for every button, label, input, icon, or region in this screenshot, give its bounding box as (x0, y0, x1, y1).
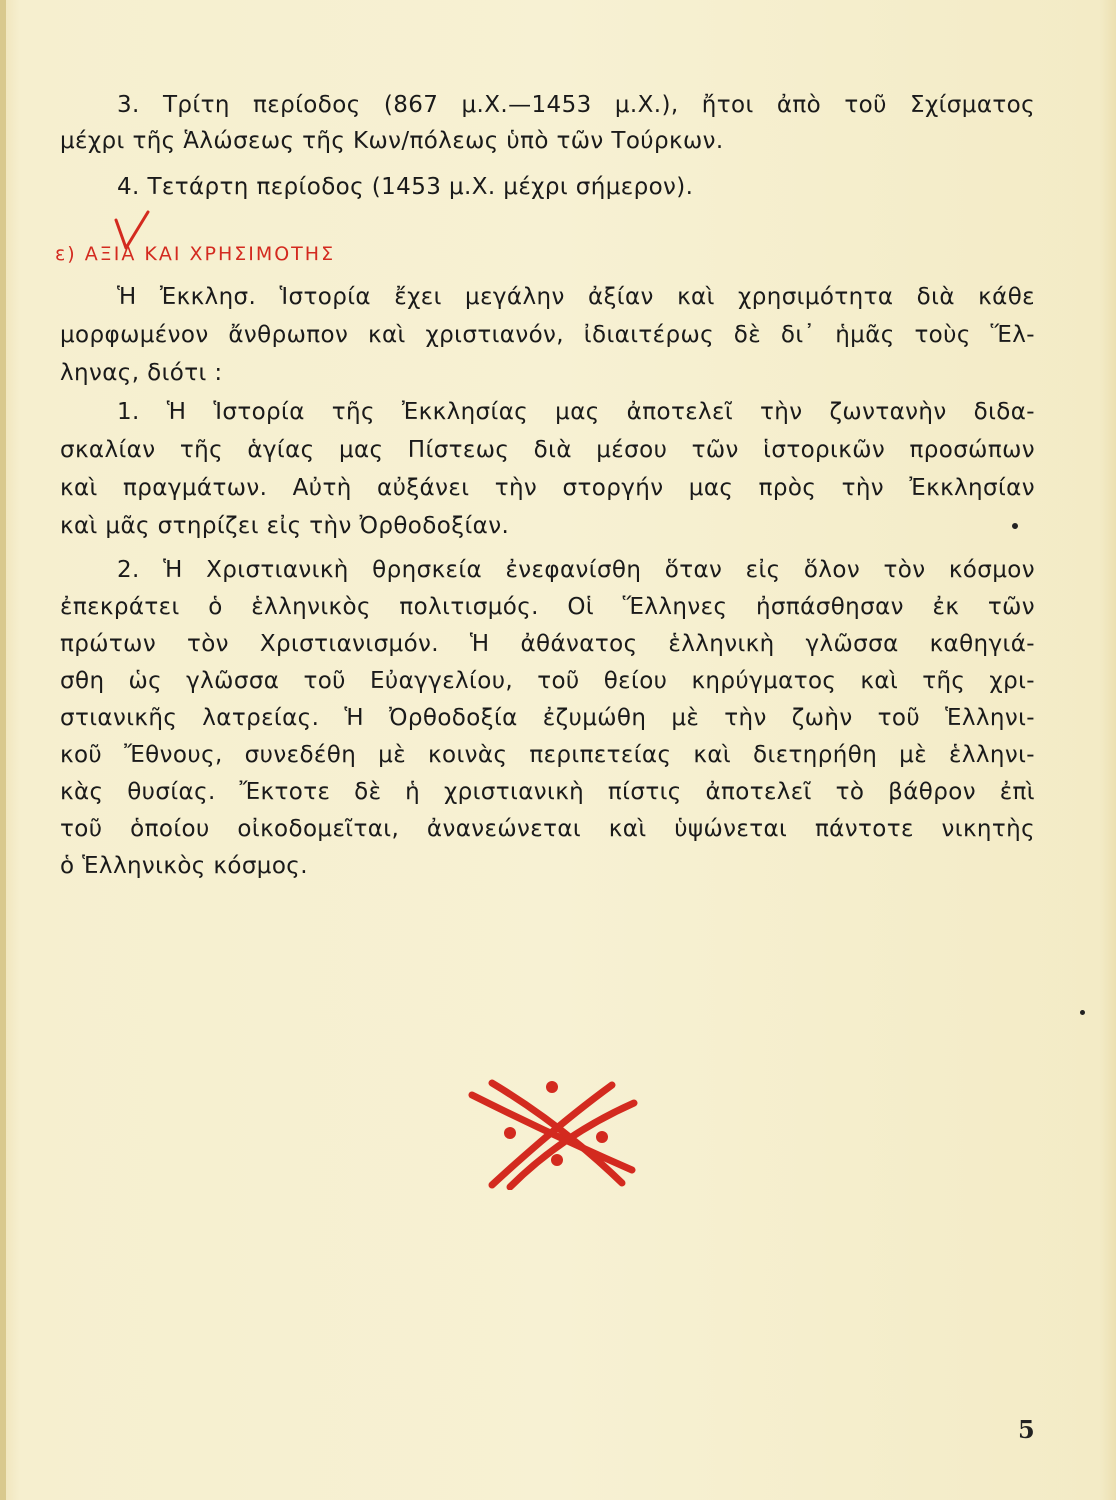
point-2-line-3: πρώτων τὸν Χριστιανισμόν. Ἡ ἀθάνατος ἑλληνικὴ γλῶσσα καθηγιά- (60, 631, 1035, 657)
point-2-line-5: στιανικῆς λατρείας. Ἡ Ὀρθοδοξία ἐζυμώθη μὲ τὴν ζωὴν τοῦ Ἑλληνι- (60, 705, 1035, 731)
point-2-line-7: κὰς θυσίας. Ἔκτοτε δὲ ἡ χριστιανικὴ πίστις ἀποτελεῖ τὸ βάθρον ἐπὶ (60, 779, 1035, 805)
period-3-line-2: μέχρι τῆς Ἁλώσεως τῆς Κων/πόλεως ὑπὸ τῶν Τούρκων. (60, 128, 724, 154)
point-2-line-9: ὁ Ἑλληνικὸς κόσμος. (60, 853, 308, 879)
intro-line-1: Ἡ Ἐκκλησ. Ἱστορία ἔχει μεγάλην ἀξίαν καὶ χρησιμότητα διὰ κάθε (117, 284, 1035, 310)
point-1-line-1: 1. Ἡ Ἱστορία τῆς Ἐκκλησίας μας ἀποτελεῖ τὴν ζωντανὴν διδα- (117, 399, 1035, 425)
point-2-line-6: κοῦ Ἔθνους, συνεδέθη μὲ κοινὰς περιπετείας καὶ διετηρήθη μὲ ἑλληνι- (60, 742, 1035, 768)
stray-dot (1012, 523, 1018, 529)
stray-dot (1080, 1010, 1085, 1015)
point-1-line-4: καὶ μᾶς στηρίζει εἰς τὴν Ὀρθοδοξίαν. (60, 513, 510, 539)
period-4-line: 4. Τετάρτη περίοδος (1453 μ.Χ. μέχρι σήμερον). (117, 174, 694, 200)
point-1-line-2: σκαλίαν τῆς ἁγίας μας Πίστεως διὰ μέσου τῶν ἱστορικῶν προσώπων (60, 437, 1035, 463)
page-number: 5 (1018, 1415, 1035, 1444)
intro-line-3: ληνας, διότι : (60, 360, 223, 386)
point-1-line-3: καὶ πραγμάτων. Αὐτὴ αὐξάνει τὴν στοργήν μας πρὸς τὴν Ἐκκλησίαν (60, 475, 1035, 501)
section-heading: ε) ΑΞΙΑ ΚΑΙ ΧΡΗΣΙΜΟΤΗΣ (55, 243, 336, 265)
point-2-line-8: τοῦ ὁποίου οἰκοδομεῖται, ἀνανεώνεται καὶ ὑψώνεται πάντοτε νικητὴς (60, 816, 1035, 842)
point-2-line-2: ἐπεκράτει ὁ ἑλληνικὸς πολιτισμός. Οἱ Ἕλληνες ἠσπάσθησαν ἐκ τῶν (60, 594, 1035, 620)
point-2-line-1: 2. Ἡ Χριστιανικὴ θρησκεία ἐνεφανίσθη ὅταν εἰς ὅλον τὸν κόσμον (117, 557, 1035, 583)
point-2-line-4: σθη ὡς γλῶσσα τοῦ Εὐαγγελίου, τοῦ θείου κηρύγματος καὶ τῆς χρι- (60, 668, 1035, 694)
red-cross-ornament-icon (462, 1075, 642, 1190)
page-edge (0, 0, 6, 1500)
period-3-line-1: 3. Τρίτη περίοδος (867 μ.Χ.—1453 μ.Χ.), ἤτοι ἀπὸ τοῦ Σχίσματος (117, 92, 1035, 118)
intro-line-2: μορφωμένον ἄνθρωπον καὶ χριστιανόν, ἰδιαιτέρως δὲ δι᾿ ἡμᾶς τοὺς Ἕλ- (60, 322, 1035, 348)
